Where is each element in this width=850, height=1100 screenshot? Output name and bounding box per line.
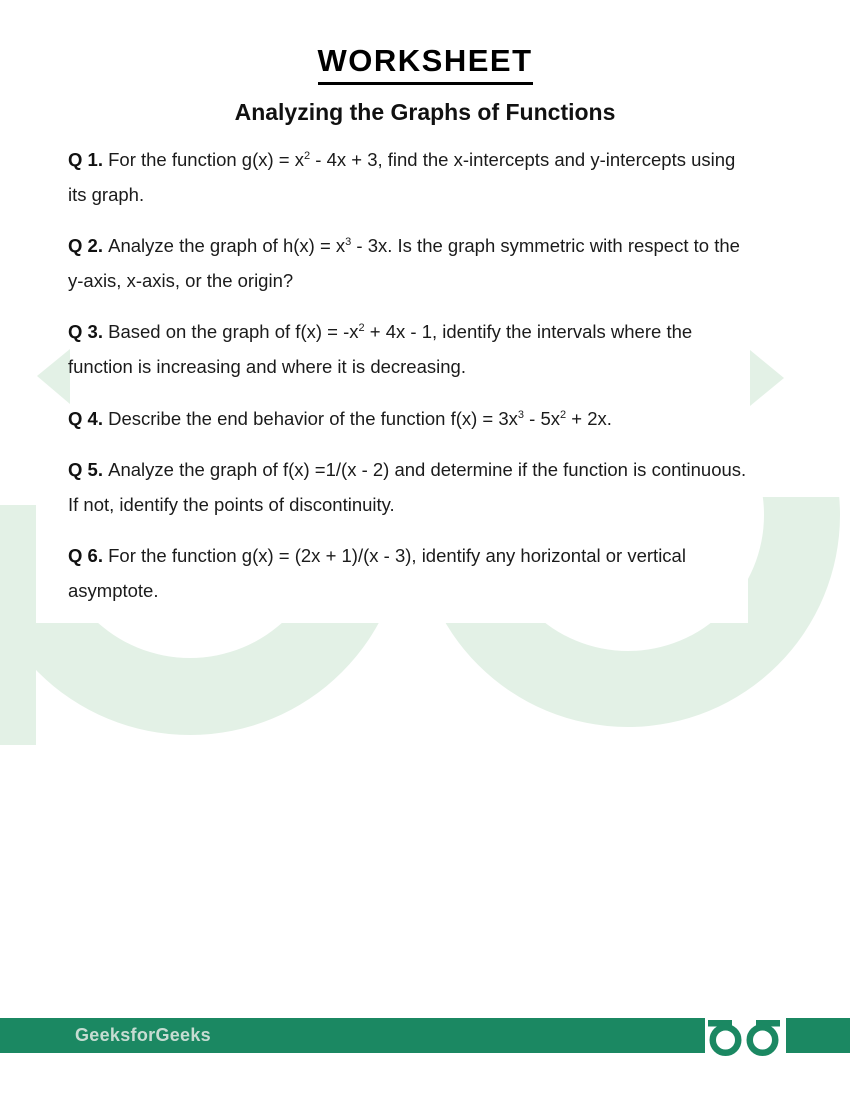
question-text: Analyze the graph of $h(x) = x^3 - 3x$. Is the graph symmetric with respect to the y-axis, x-axis, or the origin? <box>68 235 740 291</box>
question-item <box>68 453 752 522</box>
brand-text: GeeksforGeeks <box>75 1025 211 1045</box>
question-label: Q 1. <box>68 149 109 170</box>
page-subtitle: Analyzing the Graphs of Functions <box>234 99 616 125</box>
question-label: Q 2. <box>68 235 109 257</box>
question-label: Q 5. <box>68 459 109 481</box>
question-label: Q 6. <box>68 545 109 567</box>
question-label: Q 4. <box>68 407 109 429</box>
question-item <box>68 229 752 298</box>
question-label: Q 3. <box>68 321 109 343</box>
question-text: For the function g(x) = (2x + 1)/(x - 3), identify any horizontal or vertical asymptote. <box>68 545 686 601</box>
question-item <box>68 539 752 608</box>
question-text: Analyze the graph of f(x) =1/(x - 2) and determine if the function is continuous. If not, identify the points of discontinuity. <box>68 459 747 515</box>
page-title: WORKSHEET <box>318 42 533 85</box>
question-text: For the function $g(x) = x^2 - 4x + 3$, find the x-intercepts and y-intercepts using its graph. <box>68 149 736 205</box>
question-item <box>68 143 752 212</box>
question-text: Based on the graph of $f(x) = -x^2 + 4x - 1$, identify the intervals where the function is increasing and where it is decreasing. <box>68 321 693 377</box>
question-list <box>68 143 752 609</box>
question-item <box>68 315 752 384</box>
question-text: Describe the end behavior of the function $f(x) = 3x^3 - 5x^2 + 2x$. <box>108 407 612 429</box>
question-item <box>68 402 752 437</box>
